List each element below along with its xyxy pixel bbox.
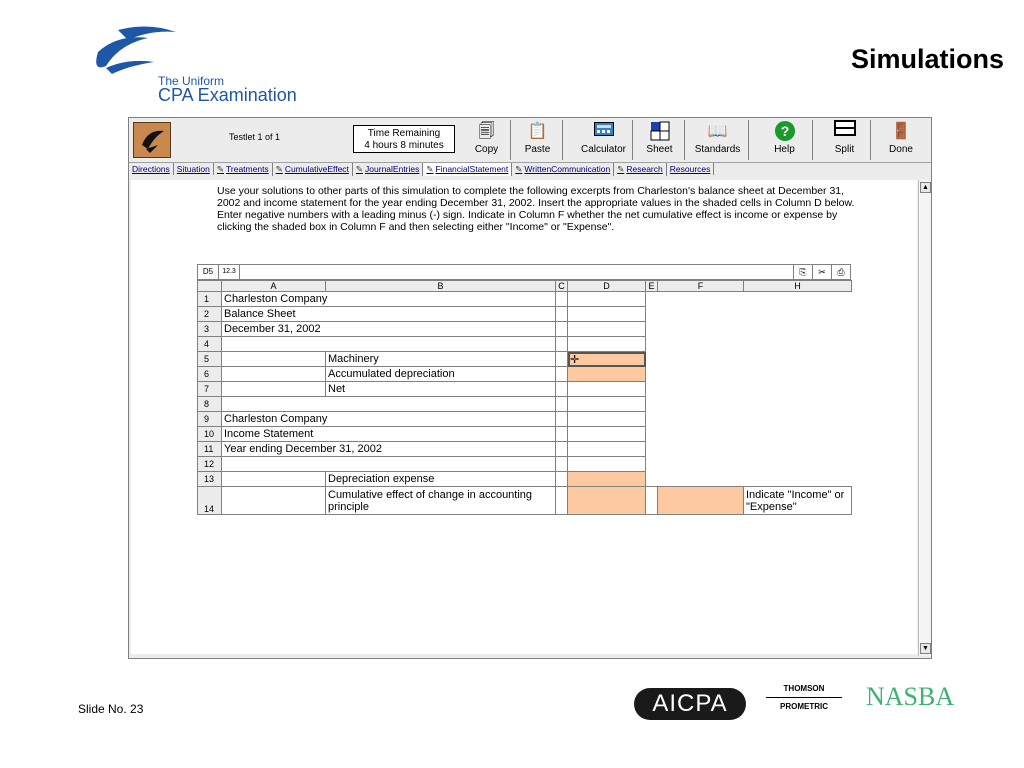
cell[interactable]	[568, 337, 646, 352]
time-remaining	[353, 125, 455, 153]
tab-situation[interactable]: Situation	[174, 163, 214, 175]
tab-treatments[interactable]: ✎ Treatments	[214, 163, 273, 176]
split-button[interactable]: Split	[819, 120, 871, 160]
column-header[interactable]: F	[658, 281, 744, 292]
thomson-prometric-logo: THOMSON PROMETRIC	[766, 684, 842, 711]
simulation-window	[128, 117, 932, 659]
column-header-row	[198, 281, 852, 292]
cell-a11[interactable]: Year ending December 31, 2002	[222, 442, 556, 457]
cell[interactable]	[222, 457, 556, 472]
instructions-text: Use your solutions to other parts of this simulation to complete the following excerpts from Charleston's balance sheet at December 31, 2002 and income statement for the year ending December 31, 2002. Insert the appropriate values in the shaded cells in Column D below. Enter negative numbers with a leading minus (-) sign. Indicate in Column F whether the net cumulative effect is income or expense by clicking the shaded box in Column F and then selecting either "Income" or "Expense".	[217, 185, 855, 233]
cell-d5-input[interactable]	[568, 352, 646, 367]
row-number: 2	[198, 307, 222, 322]
cell[interactable]	[568, 457, 646, 472]
row-number: 14	[198, 487, 222, 515]
cell-f14-select[interactable]	[658, 487, 744, 515]
tab-journalentries[interactable]: ✎ JournalEntries	[353, 163, 423, 176]
cell[interactable]	[568, 307, 646, 322]
column-header[interactable]: A	[222, 281, 326, 292]
cell-a1[interactable]: Charleston Company	[222, 292, 556, 307]
cell-d13-input[interactable]	[568, 472, 646, 487]
row-number: 4	[198, 337, 222, 352]
logo-line-2: CPA Examination	[158, 85, 297, 105]
door-icon: 🚪	[891, 123, 911, 140]
cell[interactable]	[556, 382, 568, 397]
cell[interactable]	[556, 397, 568, 412]
paste-icon[interactable]: ⎙	[831, 265, 850, 279]
row-number: 1	[198, 292, 222, 307]
paste-button[interactable]: 📋 Paste	[513, 120, 563, 160]
cell-a9[interactable]: Charleston Company	[222, 412, 556, 427]
table-row	[198, 487, 852, 515]
aicpa-logo: AICPA	[634, 688, 746, 720]
cell[interactable]	[556, 412, 568, 427]
pencil-icon: ✎	[617, 164, 625, 174]
row-number: 6	[198, 367, 222, 382]
cell-h14: Indicate "Income" or "Expense"	[744, 487, 852, 515]
toolbar	[129, 118, 931, 163]
cell-b13[interactable]: Depreciation expense	[326, 472, 556, 487]
slide-number: Slide No. 23	[78, 702, 144, 716]
exam-logo-icon	[133, 122, 171, 158]
table-row	[198, 292, 852, 307]
cell[interactable]	[556, 322, 568, 337]
svg-text:?: ?	[780, 123, 789, 139]
pencil-icon: ✎	[275, 164, 283, 174]
cell-reference: D5	[198, 265, 219, 279]
nasba-logo: NASBA	[866, 682, 955, 711]
tab-resources[interactable]: Resources	[667, 163, 715, 175]
help-button[interactable]: ? Help	[757, 120, 813, 160]
row-number: 12	[198, 457, 222, 472]
copy-icon[interactable]: ⎘	[793, 265, 812, 279]
pencil-icon: ✎	[426, 164, 434, 174]
calculator-icon	[575, 120, 632, 144]
column-header[interactable]: B	[326, 281, 556, 292]
tab-cumulativeeffect[interactable]: ✎ CumulativeEffect	[273, 163, 353, 176]
time-value: 4 hours 8 minutes	[364, 140, 444, 151]
cell-d14-input[interactable]	[568, 487, 646, 515]
cell-b7[interactable]: Net	[326, 382, 556, 397]
formula-bar	[197, 264, 851, 280]
cell[interactable]	[556, 352, 568, 367]
cell[interactable]	[568, 382, 646, 397]
row-number: 8	[198, 397, 222, 412]
paste-icon: 📋	[527, 123, 548, 140]
content-pane	[131, 180, 917, 654]
cell[interactable]	[568, 427, 646, 442]
cell-d6-input[interactable]	[568, 367, 646, 382]
tab-bar	[129, 163, 931, 179]
cell[interactable]	[568, 442, 646, 457]
cell[interactable]	[556, 427, 568, 442]
cell[interactable]	[222, 367, 326, 382]
cell[interactable]	[222, 352, 326, 367]
pencil-icon: ✎	[355, 164, 364, 174]
column-header[interactable]: C	[556, 281, 568, 292]
time-label: Time Remaining	[367, 128, 441, 139]
cell[interactable]	[222, 487, 326, 515]
cell-b14[interactable]: Cumulative effect of change in accounting principle	[326, 487, 556, 515]
cell[interactable]	[568, 322, 646, 337]
cell[interactable]	[222, 397, 556, 412]
cell[interactable]	[556, 367, 568, 382]
cell[interactable]	[222, 337, 556, 352]
row-number: 13	[198, 472, 222, 487]
scroll-up-icon[interactable]: ▲	[920, 182, 931, 193]
row-number: 5	[198, 352, 222, 367]
cell-a10[interactable]: Income Statement	[222, 427, 556, 442]
cpa-exam-logo	[88, 22, 308, 112]
sheet-icon	[635, 120, 684, 144]
copy-button[interactable]: 🗐 Copy	[463, 120, 511, 160]
tab-research[interactable]: ✎ Research	[614, 163, 667, 176]
standards-button[interactable]: 📖 Standards	[687, 120, 749, 160]
pencil-icon: ✎	[216, 164, 225, 174]
column-header[interactable]: H	[744, 281, 852, 292]
cell[interactable]	[556, 337, 568, 352]
cell-a3[interactable]: December 31, 2002	[222, 322, 556, 337]
testlet-label: Testlet 1 of 1	[229, 132, 281, 142]
row-number: 10	[198, 427, 222, 442]
row-number: 7	[198, 382, 222, 397]
formula-input[interactable]	[240, 265, 793, 279]
vertical-scrollbar[interactable]	[918, 180, 931, 656]
row-number: 3	[198, 322, 222, 337]
cell-cursor-icon: ✛	[570, 353, 580, 366]
book-icon: 📖	[707, 123, 728, 140]
calculator-button[interactable]: Calculator	[575, 120, 633, 160]
cell[interactable]	[556, 472, 568, 487]
cell[interactable]	[222, 472, 326, 487]
spreadsheet-grid	[197, 280, 852, 515]
cell-b5[interactable]: Machinery	[326, 352, 556, 367]
cell-a2[interactable]: Balance Sheet	[222, 307, 556, 322]
cell[interactable]	[222, 382, 326, 397]
tab-directions[interactable]: Directions	[129, 163, 174, 175]
cell[interactable]	[646, 487, 658, 515]
swoosh-icon	[88, 22, 178, 82]
cell[interactable]	[556, 457, 568, 472]
row-number: 11	[198, 442, 222, 457]
pencil-icon: ✎	[515, 164, 523, 174]
split-icon	[819, 120, 870, 144]
column-header[interactable]: E	[646, 281, 658, 292]
empty-area	[646, 292, 852, 487]
help-icon	[757, 120, 812, 144]
cell[interactable]	[556, 487, 568, 515]
tab-writtencommunication[interactable]: ✎ WrittenCommunication	[512, 163, 614, 176]
spreadsheet	[197, 264, 851, 515]
done-button[interactable]: 🚪 Done	[873, 120, 929, 160]
slide-title: Simulations	[850, 44, 1004, 74]
cell[interactable]	[568, 292, 646, 307]
logo-line-1: The Uniform	[158, 74, 225, 88]
cell[interactable]	[556, 442, 568, 457]
column-header[interactable]: D	[568, 281, 646, 292]
tab-financialstatement[interactable]: ✎ FinancialStatement	[423, 163, 512, 176]
scroll-down-icon[interactable]: ▼	[920, 643, 931, 654]
formula-value: 12.3	[219, 265, 240, 279]
copy-icon: 🗐	[478, 123, 495, 140]
cell-b6[interactable]: Accumulated depreciation	[326, 367, 556, 382]
row-number: 9	[198, 412, 222, 427]
cell[interactable]	[556, 292, 568, 307]
cell[interactable]	[568, 412, 646, 427]
cell[interactable]	[568, 397, 646, 412]
cell[interactable]	[556, 307, 568, 322]
corner-cell	[198, 281, 222, 292]
cut-icon[interactable]: ✂	[812, 265, 831, 279]
sheet-button[interactable]: Sheet	[635, 120, 685, 160]
